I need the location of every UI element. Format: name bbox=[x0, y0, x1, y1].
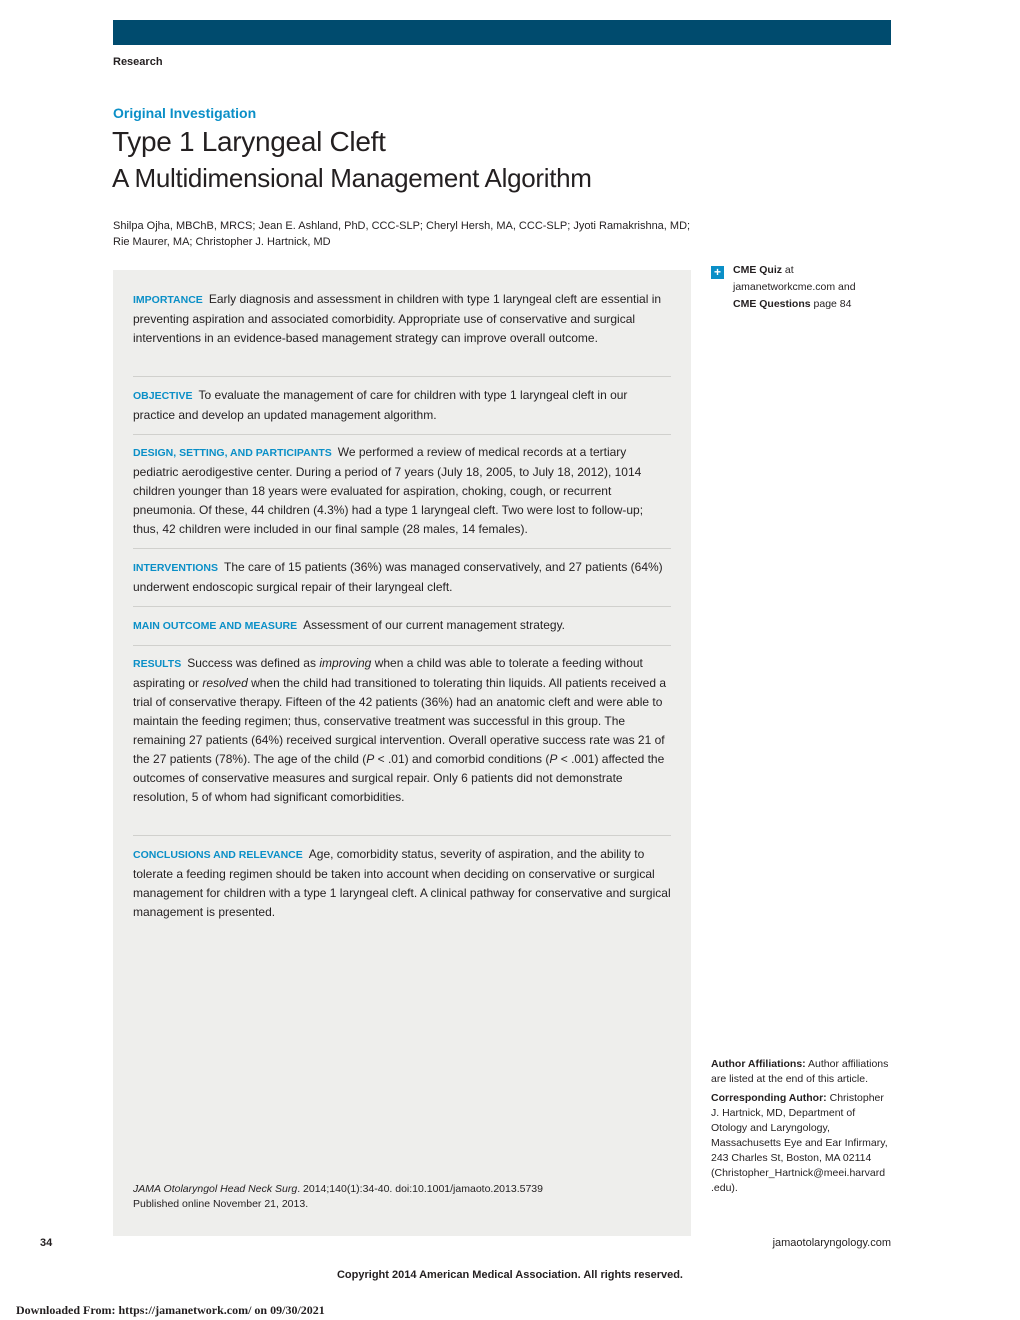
page-number: 34 bbox=[40, 1237, 53, 1249]
article-title: Type 1 Laryngeal Cleft bbox=[112, 126, 386, 157]
article-subtitle: A Multidimensional Management Algorithm bbox=[112, 163, 592, 193]
abstract-interventions: INTERVENTIONS The care of 15 patients (36%) was managed conservatively, and 27 patients (64%) underwent endoscopic surgical repair of their laryngeal cleft. bbox=[133, 560, 663, 594]
citation: JAMA Otolaryngol Head Neck Surg. 2014;140(1):34-40. doi:10.1001/jamaoto.2013.5739 Published online November 21, 2013. bbox=[133, 1183, 543, 1210]
cme-site[interactable]: jamanetworkcme.com and bbox=[733, 281, 856, 293]
divider bbox=[133, 548, 671, 549]
abstract-panel bbox=[113, 270, 691, 1236]
affiliations-heading: Author Affiliations: bbox=[711, 1058, 806, 1070]
download-stamp: Downloaded From: https://jamanetwork.com/ on 09/30/2021 bbox=[16, 1303, 325, 1317]
journal-name: JAMA Otolaryngol Head Neck Surg bbox=[133, 1183, 298, 1195]
corresponding-heading: Corresponding Author: bbox=[711, 1092, 827, 1104]
divider bbox=[133, 434, 671, 435]
cme-questions-link[interactable]: CME Questions bbox=[733, 298, 811, 310]
conclusions-heading: CONCLUSIONS AND RELEVANCE bbox=[133, 849, 303, 861]
plus-icon[interactable]: + bbox=[711, 266, 724, 279]
published-date: Published online November 21, 2013. bbox=[133, 1198, 309, 1210]
objective-heading: OBJECTIVE bbox=[133, 390, 193, 402]
results-heading: RESULTS bbox=[133, 658, 182, 670]
divider bbox=[133, 645, 671, 646]
article-kicker: Original Investigation bbox=[113, 105, 257, 121]
importance-heading: IMPORTANCE bbox=[133, 294, 203, 306]
abstract-importance: IMPORTANCE Early diagnosis and assessment in children with type 1 laryngeal cleft are essential in preventing aspiration and associated comorbidity. Appropriate use of conservative and surgical interventions in an evidence-based management strategy can improve overall outcome. bbox=[133, 292, 662, 345]
divider bbox=[133, 606, 671, 607]
divider bbox=[133, 376, 671, 377]
journal-url[interactable]: jamaotolaryngology.com bbox=[772, 1237, 891, 1249]
abstract-conclusions: CONCLUSIONS AND RELEVANCE Age, comorbidity status, severity of aspiration, and the ability to tolerate a feeding regimen should be taken into account when deciding on conservative or surgical management for children with a type 1 laryngeal cleft. A clinical pathway for conservative and surgical management is presented. bbox=[133, 847, 671, 919]
interventions-heading: INTERVENTIONS bbox=[133, 562, 218, 574]
section-label: Research bbox=[113, 56, 163, 68]
cme-sidebar: CME Quiz at jamanetworkcme.com and CME Questions page 84 bbox=[733, 262, 893, 313]
design-heading: DESIGN, SETTING, AND PARTICIPANTS bbox=[133, 447, 332, 459]
header-bar bbox=[113, 20, 891, 45]
cme-quiz-link[interactable]: CME Quiz bbox=[733, 264, 782, 276]
author-list bbox=[113, 218, 703, 250]
author-line: Rie Maurer, MA; Christopher J. Hartnick, MD bbox=[113, 236, 331, 248]
abstract-design: DESIGN, SETTING, AND PARTICIPANTS We performed a review of medical records at a tertiary pediatric aerodigestive center. During a period of 7 years (July 18, 2005, to July 18, 2012), 1014 children younger than 18 years were evaluated for aspiration, choking, cough, or recurrent pneumonia. Of these, 44 children (4.3%) had a type 1 laryngeal cleft. Two were lost to follow-up; thus, 42 children were included in our final sample (28 males, 14 females). bbox=[133, 445, 644, 536]
copyright-notice: Copyright 2014 American Medical Association. All rights reserved. bbox=[336, 1269, 683, 1281]
abstract-objective: OBJECTIVE To evaluate the management of care for children with type 1 laryngeal cleft in our practice and develop an updated management algorithm. bbox=[133, 388, 628, 422]
abstract-results: RESULTS Success was defined as improving when a child was able to tolerate a feeding without aspirating or resolved when the child had transitioned to tolerating thin liquids. All patients received a trial of conservative therapy. Fifteen of the 42 patients (36%) had an anatomic cleft and were able to maintain the feeding regimen; thus, conservative treatment was successful in this group. The remaining 27 patients (64%) received surgical intervention. Overall operative success rate was 21 of the 27 patients (78%). The age of the child (P < .01) and comorbid conditions (P < .001) affected the outcomes of conservative measures and surgical repair. Only 6 patients did not demonstrate resolution, 5 of whom had significant comorbidities. bbox=[133, 656, 667, 804]
divider bbox=[133, 835, 671, 836]
outcome-heading: MAIN OUTCOME AND MEASURE bbox=[133, 620, 298, 632]
author-line: Shilpa Ojha, MBChB, MRCS; Jean E. Ashland, PhD, CCC-SLP; Cheryl Hersh, MA, CCC-SLP; Jyoti Ramakrishna, MD; bbox=[113, 220, 691, 232]
abstract-outcome: MAIN OUTCOME AND MEASURE Assessment of our current management strategy. bbox=[133, 618, 566, 632]
author-affiliations: Author Affiliations: Author affiliations are listed at the end of this article. Corresponding Author: Christopher J. Hartnick, MD, Department of Otology and Laryngology, Massachusetts Eye and Ear Infirmary, 243 Charles St, Boston, MA 02114 (Christopher_Hartnick@meei.harvard .edu). bbox=[711, 1058, 889, 1194]
